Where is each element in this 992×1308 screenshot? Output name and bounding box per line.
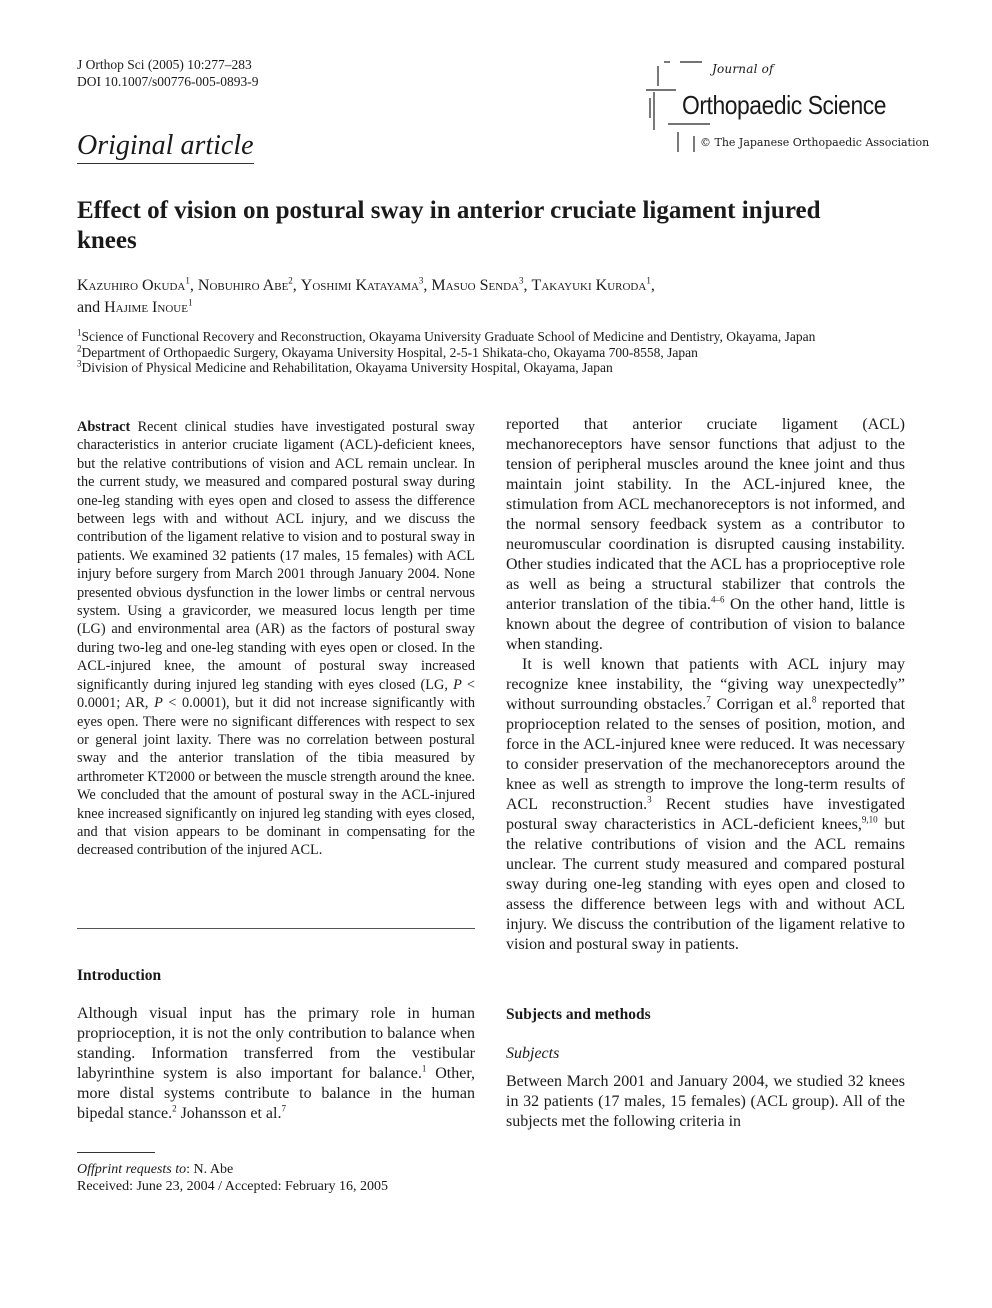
author-name: Nobuhiro Abe — [197, 277, 289, 294]
introduction-section — [77, 967, 475, 1124]
introduction-paragraph — [77, 1004, 475, 1124]
affiliation-text: Department of Orthopaedic Surgery, Okayama University Hospital, 2-5-1 Shikata-cho, Okayama 700-8558, Japan — [81, 344, 698, 360]
offprint-label: Offprint requests to — [77, 1162, 187, 1177]
article-type: Original article — [77, 130, 254, 164]
author-separator: , — [423, 277, 432, 294]
body-text: reported that proprioception related to the senses of position, motion, and force in the ACL-injured knee were reduced. It was necessary to consider preservation of the mechanoreceptors around the knee as well as strength to improve the long-term results of ACL reconstruction. — [506, 696, 906, 813]
reference-sup: 4–6 — [710, 594, 725, 605]
body-text: On the other hand, little is known about the degree of contribution of vision to balance when standing. — [506, 596, 906, 653]
citation-line-1: J Orthop Sci (2005) 10:277–283 — [77, 57, 252, 72]
reference-sup: 2 — [172, 1103, 177, 1114]
body-text: but the relative contributions of vision and the ACL remains unclear. The current study measured and compared postural sway during one-leg standing with eyes open and closed to assess the difference between legs with and without ACL injury. We discuss the contribution of the ligament relative to vision and postural sway in patients. — [506, 816, 905, 953]
reference-sup: 1 — [421, 1063, 427, 1074]
introduction-paragraph — [506, 655, 905, 955]
abstract-divider — [77, 928, 475, 929]
author-separator: , — [523, 277, 532, 294]
p-value-symbol: P — [453, 676, 462, 693]
author-affil-sup: 3 — [418, 275, 424, 286]
reference-sup: 3 — [647, 794, 652, 805]
subjects-subheading: Subjects — [506, 1045, 560, 1062]
article-title: Effect of vision on postural sway in anterior cruciate ligament injured knees — [77, 197, 821, 254]
author-separator: , — [650, 277, 655, 294]
journal-logo — [640, 52, 930, 157]
author-and: and — [77, 299, 105, 316]
author-affil-sup: 1 — [185, 275, 190, 286]
affiliations — [77, 329, 917, 376]
author-name: Hajime Inoue — [104, 299, 188, 316]
offprint-line — [77, 1161, 388, 1178]
author-list — [77, 275, 837, 319]
affiliation — [77, 345, 917, 361]
body-text: Johansson et al. — [176, 1105, 282, 1122]
author-separator: , — [292, 277, 301, 294]
author-separator: , — [189, 277, 198, 294]
affiliation-text: Science of Functional Recovery and Reconstruction, Okayama University Graduate School of Medicine and Dentistry, Okayama, Japan — [81, 329, 816, 344]
affiliation-number: 3 — [77, 358, 82, 369]
logo-association: © The Japanese Orthopaedic Association — [700, 136, 930, 149]
offprint-value: : N. Abe — [186, 1162, 234, 1177]
reference-sup: 7 — [706, 694, 711, 705]
author-name: Masuo Senda — [431, 277, 520, 294]
methods-heading: Subjects and methods — [506, 1006, 651, 1023]
abstract-text: < 0.0001; AR, — [77, 676, 475, 712]
author-affil-sup: 1 — [187, 297, 193, 308]
reference-sup: 9,10 — [861, 814, 878, 825]
abstract-text: < 0.0001), but it did not increase significantly with eyes open. There were no significant differences with respect to sex or general joint laxity. There was no correlation between postural sway and the anterior translation of the tibia measured by arthrometer KT2000 or between the muscle strength around the knee. We concluded that the amount of postural sway in the ACL-injured knee increased significantly on injured leg standing with eyes closed, and that vision appears to be dominant in compensating for the decreased contribution of the injured ACL. — [77, 695, 475, 859]
body-text: Corrigan et al. — [710, 696, 812, 713]
body-text: Recent studies have investigated postural sway characteristics in ACL-deficient knees, — [506, 796, 905, 833]
author-name: Kazuhiro Okuda — [77, 277, 186, 294]
reference-sup: 7 — [281, 1103, 286, 1114]
logo-journal-name: Orthopaedic Science — [682, 90, 887, 120]
author-affil-sup: 1 — [646, 275, 651, 286]
right-column — [506, 415, 905, 1132]
citation-line-2: DOI 10.1007/s00776-005-0893-9 — [77, 74, 259, 89]
body-text: Other, more distal systems contribute to balance in the human bipedal stance. — [77, 1065, 476, 1122]
p-value-symbol: P — [154, 695, 163, 712]
author-affil-sup: 3 — [519, 275, 524, 286]
received-line: Received: June 23, 2004 / Accepted: February 16, 2005 — [77, 1179, 389, 1194]
abstract-label: Abstract — [77, 419, 131, 435]
citation — [77, 56, 259, 90]
reference-sup: 8 — [811, 694, 817, 705]
affiliation — [77, 329, 917, 345]
abstract-text: Recent clinical studies have investigated postural sway characteristics in anterior cruciate ligament (ACL)-deficient knees, but the relative contributions of vision and ACL remain unclear. In the current study, we measured and compared postural sway during one-leg standing with eyes open and closed to assess the difference between legs with and without ACL injury, and we discuss the contribution of the ligament relative to vision and to postural sway in patients. We examined 32 patients (17 males, 15 females) with ACL injury before surgery from March 2001 through January 2004. None presented obvious dysfunction in the lower limbs or central nervous system. Using a gravicorder, we measured locus length per time (LG) and environmental area (AR) as the factors of postural sway during two-leg and one-leg standing with eyes open or closed. In the ACL-injured knee, the amount of postural sway increased significantly during injured leg standing with eyes closed (LG, — [77, 419, 475, 693]
author-name: Yoshimi Katayama — [300, 277, 419, 294]
affiliation — [77, 360, 917, 376]
body-text: reported that anterior cruciate ligament (ACL) mechanoreceptors have sensor functions that adjust to the tension of peripheral muscles around the knee joint and thus maintain joint stability. In the ACL-injured knee, the stimulation from ACL mechanoreceptors is not informed, and the normal sensory feedback system as a contributor to neuromuscular coordination is disrupted causing instability. Other studies indicated that the ACL has a proprioceptive role as well as being a structural stabilizer that controls the anterior translation of the tibia. — [506, 416, 905, 613]
abstract — [77, 418, 475, 860]
affiliation-number: 1 — [77, 327, 82, 338]
affiliation-text: Division of Physical Medicine and Rehabilitation, Okayama University Hospital, Okayama, Japan — [81, 360, 613, 375]
logo-journal-of: Journal of — [712, 62, 774, 76]
author-affil-sup: 2 — [288, 275, 293, 286]
body-text: It is well known that patients with ACL injury may recognize knee instability, the “giving way unexpectedly” without surrounding obstacles. — [506, 656, 905, 713]
left-column — [77, 418, 475, 860]
footnote — [77, 1161, 388, 1195]
footnote-divider — [77, 1152, 155, 1153]
introduction-paragraph — [506, 415, 905, 655]
affiliation-number: 2 — [77, 343, 82, 353]
methods-paragraph: Between March 2001 and January 2004, we studied 32 knees in 32 patients (17 males, 15 females) (ACL group). All of the subjects met the following criteria in — [506, 1073, 905, 1130]
body-text: Although visual input has the primary role in human proprioception, it is not the only contribution to balance when standing. Information transferred from the vestibular labyrinthine system is also important for balance. — [77, 1005, 475, 1082]
introduction-heading: Introduction — [77, 967, 162, 984]
author-name: Takayuki Kuroda — [531, 277, 647, 294]
